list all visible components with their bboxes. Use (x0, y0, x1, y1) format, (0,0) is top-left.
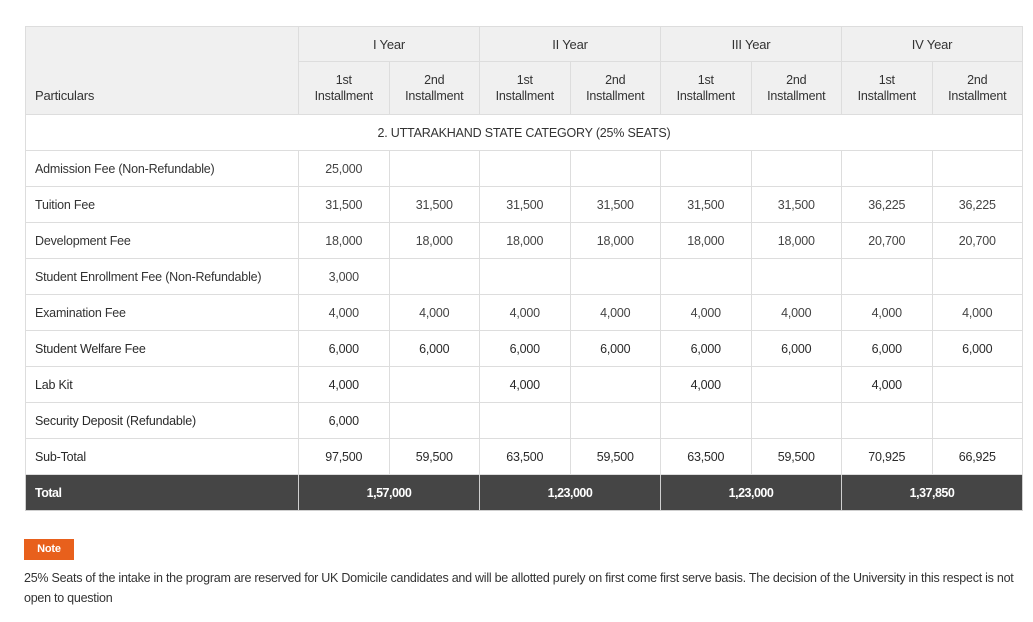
table-row (26, 331, 1023, 367)
cell: 70,925 (842, 439, 933, 475)
row-label: Tuition Fee (26, 187, 299, 223)
year-header-3: III Year (661, 27, 842, 62)
cell: 18,000 (570, 223, 661, 259)
row-label: Development Fee (26, 223, 299, 259)
cell: 97,500 (299, 439, 390, 475)
cell: 4,000 (661, 367, 752, 403)
cell: 6,000 (480, 331, 571, 367)
total-year-3: 1,23,000 (661, 475, 842, 511)
installment-header: 2nd Installment (389, 62, 480, 115)
row-label: Student Enrollment Fee (Non-Refundable) (26, 259, 299, 295)
table-row (26, 295, 1023, 331)
cell (480, 151, 571, 187)
year-header-4: IV Year (842, 27, 1023, 62)
cell (570, 259, 661, 295)
cell: 6,000 (751, 331, 842, 367)
installment-header: 2nd Installment (932, 62, 1023, 115)
cell (932, 259, 1023, 295)
row-label: Student Welfare Fee (26, 331, 299, 367)
cell: 31,500 (299, 187, 390, 223)
cell (842, 403, 933, 439)
cell (480, 403, 571, 439)
table-row (26, 403, 1023, 439)
installment-header: 1st Installment (842, 62, 933, 115)
total-year-2: 1,23,000 (480, 475, 661, 511)
installment-header: 1st Installment (480, 62, 571, 115)
cell: 31,500 (389, 187, 480, 223)
year-header-2: II Year (480, 27, 661, 62)
cell (932, 151, 1023, 187)
row-label: Sub-Total (26, 439, 299, 475)
installment-header: 2nd Installment (570, 62, 661, 115)
cell: 20,700 (842, 223, 933, 259)
cell (570, 403, 661, 439)
total-year-4: 1,37,850 (842, 475, 1023, 511)
cell: 4,000 (480, 295, 571, 331)
cell: 6,000 (842, 331, 933, 367)
cell (389, 151, 480, 187)
cell: 18,000 (299, 223, 390, 259)
year-header-row (26, 27, 1023, 62)
fee-structure (25, 26, 1022, 511)
note-badge: Note (24, 539, 74, 560)
cell: 36,225 (842, 187, 933, 223)
subtotal-row (26, 439, 1023, 475)
cell (842, 259, 933, 295)
category-row (26, 115, 1023, 151)
particulars-header: Particulars (26, 27, 299, 115)
total-year-1: 1,57,000 (299, 475, 480, 511)
row-label: Security Deposit (Refundable) (26, 403, 299, 439)
cell: 4,000 (299, 367, 390, 403)
cell (751, 367, 842, 403)
cell: 25,000 (299, 151, 390, 187)
cell (480, 259, 571, 295)
installment-header: 1st Installment (299, 62, 390, 115)
year-header-1: I Year (299, 27, 480, 62)
cell (389, 367, 480, 403)
cell: 4,000 (299, 295, 390, 331)
cell (751, 151, 842, 187)
cell: 4,000 (751, 295, 842, 331)
cell: 6,000 (299, 403, 390, 439)
table-row (26, 151, 1023, 187)
cell: 6,000 (570, 331, 661, 367)
row-label: Lab Kit (26, 367, 299, 403)
installment-header: 2nd Installment (751, 62, 842, 115)
cell: 4,000 (661, 295, 752, 331)
cell: 4,000 (932, 295, 1023, 331)
cell (751, 403, 842, 439)
cell (661, 403, 752, 439)
cell: 6,000 (299, 331, 390, 367)
cell: 31,500 (570, 187, 661, 223)
table-row (26, 187, 1023, 223)
cell (751, 259, 842, 295)
row-label: Admission Fee (Non-Refundable) (26, 151, 299, 187)
cell: 63,500 (480, 439, 571, 475)
cell: 4,000 (842, 295, 933, 331)
cell (932, 367, 1023, 403)
row-label: Examination Fee (26, 295, 299, 331)
cell: 4,000 (842, 367, 933, 403)
cell: 59,500 (389, 439, 480, 475)
installment-header: 1st Installment (661, 62, 752, 115)
cell (661, 151, 752, 187)
cell: 31,500 (751, 187, 842, 223)
fee-table (25, 26, 1023, 511)
note-text: 25% Seats of the intake in the program are reserved for UK Domicile candidates and will be allotted purely on first come first serve basis. The decision of the University in this respect is not open to question (24, 571, 1014, 605)
cell (932, 403, 1023, 439)
cell: 4,000 (570, 295, 661, 331)
category-title: 2. UTTARAKHAND STATE CATEGORY (25% SEATS) (26, 115, 1023, 151)
cell: 18,000 (751, 223, 842, 259)
cell: 18,000 (389, 223, 480, 259)
cell: 31,500 (480, 187, 571, 223)
cell: 18,000 (661, 223, 752, 259)
table-row (26, 259, 1023, 295)
cell: 36,225 (932, 187, 1023, 223)
table-row (26, 367, 1023, 403)
cell: 4,000 (480, 367, 571, 403)
cell (570, 367, 661, 403)
cell: 6,000 (932, 331, 1023, 367)
cell (661, 259, 752, 295)
cell (570, 151, 661, 187)
cell: 31,500 (661, 187, 752, 223)
cell: 20,700 (932, 223, 1023, 259)
cell: 66,925 (932, 439, 1023, 475)
cell (389, 403, 480, 439)
table-row (26, 223, 1023, 259)
cell: 6,000 (389, 331, 480, 367)
cell (842, 151, 933, 187)
total-row (26, 475, 1023, 511)
cell: 59,500 (751, 439, 842, 475)
cell: 3,000 (299, 259, 390, 295)
total-label: Total (26, 475, 299, 511)
cell: 18,000 (480, 223, 571, 259)
cell: 4,000 (389, 295, 480, 331)
cell: 59,500 (570, 439, 661, 475)
cell: 63,500 (661, 439, 752, 475)
cell: 6,000 (661, 331, 752, 367)
cell (389, 259, 480, 295)
